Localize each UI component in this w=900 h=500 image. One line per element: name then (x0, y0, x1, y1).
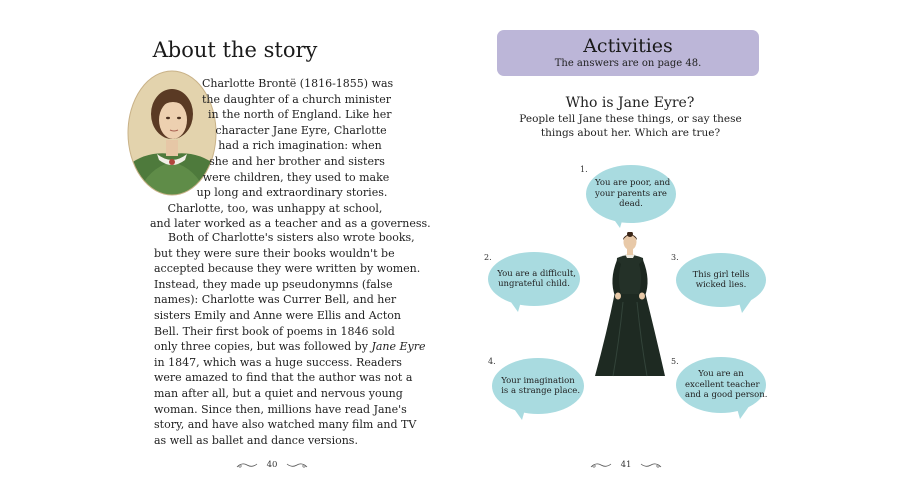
speech-bubble-2 (488, 252, 580, 306)
text-line: Charlotte, too, was unhappy at school, (167, 201, 383, 215)
question-number: 1. (580, 165, 588, 174)
text-line: up long and extraordinary stories. (196, 186, 388, 200)
text-line: You are a difficult, (497, 268, 576, 279)
bubble-tail (736, 405, 750, 419)
text-line: Instead, they made up pseudonymns (false (154, 277, 393, 291)
page-number-footer (586, 460, 666, 470)
text-line: Your imagination (501, 375, 575, 386)
activities-header-box (497, 30, 759, 76)
speech-bubble-1 (586, 165, 676, 223)
intro-text (518, 112, 743, 140)
bubble-tail (610, 214, 624, 228)
text-line: This girl tells (692, 269, 750, 280)
text-line: but they were sure their books wouldn't be (154, 246, 395, 260)
text-line: Both of Charlotte's sisters also wrote books, (168, 231, 415, 244)
text-line: in the north of England. Like her (208, 108, 392, 122)
text-line: she and her brother and sisters (209, 154, 385, 168)
text-line: things about her. Which are true? (540, 127, 721, 139)
text-line: Charlotte Brontë (1816-1855) was (202, 77, 394, 90)
text-line: and later worked as a teacher and as a governess. (150, 217, 431, 231)
text-line: wicked lies. (695, 280, 747, 290)
text-line: woman. Since then, millions have read Jane's (154, 402, 407, 416)
text-line: You are poor, and (595, 178, 671, 189)
swirl-ornament-icon (590, 461, 612, 469)
swirl-ornament-icon (640, 461, 662, 469)
question-number: 4. (488, 357, 496, 366)
speech-bubble-3 (676, 253, 766, 307)
activities-title: Activities (583, 35, 673, 57)
text-line: in 1847, which was a huge success. Readers (154, 355, 402, 369)
page-title: About the story (152, 38, 318, 62)
text-line: names): Charlotte was Currer Bell, and her (154, 293, 397, 307)
bio-paragraph-2 (154, 230, 426, 448)
section-title: Who is Jane Eyre? (565, 95, 695, 111)
text-segment: only three copies, but was followed by (154, 340, 368, 354)
page-number-footer (232, 460, 312, 470)
text-line: You are an (698, 369, 744, 380)
text-line: as well as ballet and dance versions. (154, 433, 358, 447)
swirl-ornament-icon (286, 461, 308, 469)
text-line: Bell. Their first book of poems in 1846 sold (154, 324, 395, 338)
text-line: your parents are (595, 188, 667, 199)
text-line: sisters Emily and Anne were Ellis and Acton (154, 308, 401, 322)
bubble-tail (508, 298, 522, 312)
text-line: character Jane Eyre, Charlotte (215, 123, 387, 137)
right-page (450, 0, 900, 500)
text-line: story, and have also watched many film and TV (154, 418, 417, 432)
page-number: 40 (266, 460, 278, 470)
text-line: is a strange place. (501, 386, 581, 396)
speech-bubble-5 (676, 357, 766, 413)
activities-subtitle: The answers are on page 48. (554, 58, 702, 69)
text-line: man after all, but a quiet and nervous young (154, 386, 403, 400)
text-line: ungrateful child. (498, 279, 570, 289)
text-line: excellent teacher (685, 379, 760, 390)
jane-eyre-illustration (593, 232, 668, 380)
text-line: had a rich imagination: when (218, 139, 382, 153)
swirl-ornament-icon (236, 461, 258, 469)
text-line: and a good person. (685, 390, 768, 401)
text-line: dead. (619, 199, 643, 210)
page-number: 41 (620, 460, 632, 470)
speech-bubble-4 (492, 358, 584, 414)
bubble-tail (512, 406, 526, 420)
text-line: accepted because they were written by women. (154, 262, 421, 276)
text-line: People tell Jane these things, or say these (519, 113, 742, 125)
book-title: Jane Eyre (371, 340, 426, 354)
question-number: 3. (671, 253, 679, 262)
bio-paragraph-1 (150, 76, 431, 232)
bubble-tail (738, 299, 752, 313)
question-number: 2. (484, 253, 492, 262)
text-line: were amazed to find that the author was not a (154, 371, 413, 385)
question-number: 5. (671, 357, 679, 366)
text-line (154, 339, 426, 355)
text-line: the daughter of a church minister (202, 92, 391, 106)
text-line: were children, they used to make (202, 170, 390, 184)
